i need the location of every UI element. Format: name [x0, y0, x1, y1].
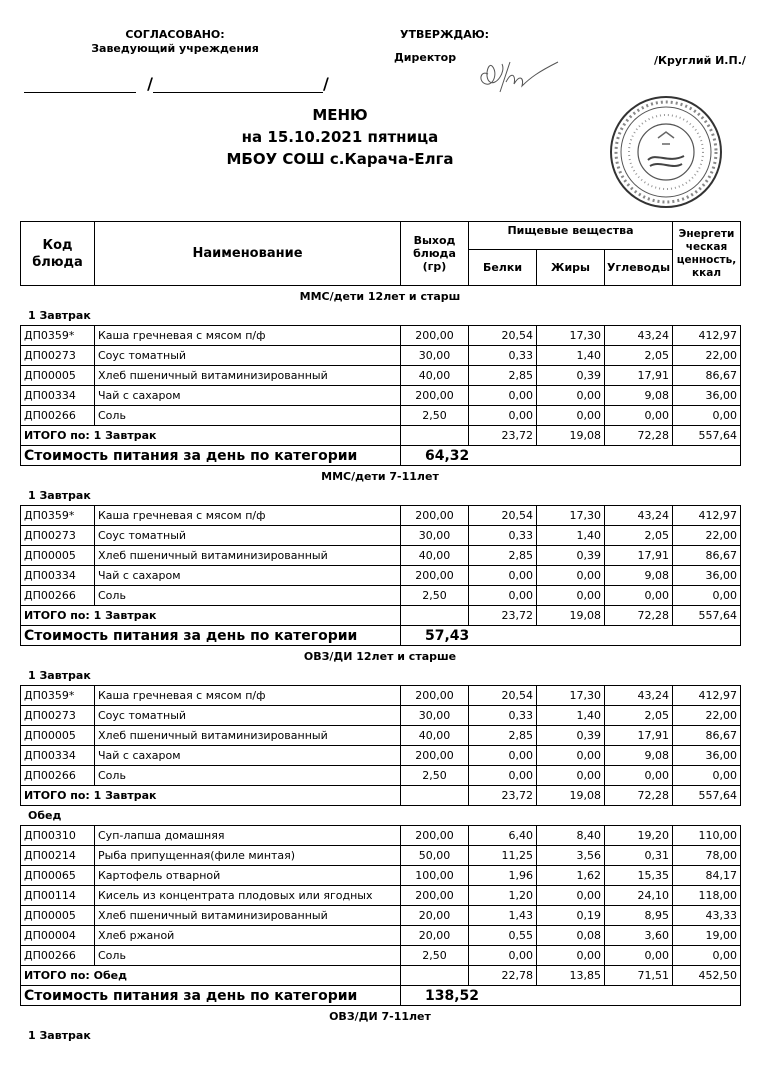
- dish-carbs: 9,08: [605, 746, 673, 766]
- table-row: [21, 866, 741, 886]
- total-yield: [401, 426, 469, 446]
- dish-carbs: 24,10: [605, 886, 673, 906]
- cost-row: [21, 986, 741, 1006]
- dish-energy: 86,67: [673, 366, 741, 386]
- dish-energy: 0,00: [673, 766, 741, 786]
- total-fat: 19,08: [537, 606, 605, 626]
- total-fat: 19,08: [537, 426, 605, 446]
- dish-protein: 20,54: [469, 506, 537, 526]
- dish-energy: 412,97: [673, 506, 741, 526]
- director-label: Директор: [394, 51, 457, 64]
- dish-name: Каша гречневая с мясом п/ф: [95, 686, 401, 706]
- total-carbs: 71,51: [605, 966, 673, 986]
- dish-protein: 0,33: [469, 706, 537, 726]
- meal-title: Обед: [28, 809, 62, 822]
- dish-code: ДП00310: [21, 826, 95, 846]
- dish-carbs: 8,95: [605, 906, 673, 926]
- menu-table: [20, 325, 741, 466]
- dish-protein: 6,40: [469, 826, 537, 846]
- dish-fat: 0,08: [537, 926, 605, 946]
- total-protein: 23,72: [469, 786, 537, 806]
- dish-name: Каша гречневая с мясом п/ф: [95, 506, 401, 526]
- dish-carbs: 19,20: [605, 826, 673, 846]
- dish-energy: 36,00: [673, 386, 741, 406]
- dish-fat: 0,00: [537, 406, 605, 426]
- slash: /: [322, 74, 329, 93]
- header-yield: Выход блюда (гр): [401, 222, 469, 286]
- dish-protein: 0,55: [469, 926, 537, 946]
- dish-name: Хлеб пшеничный витаминизированный: [95, 726, 401, 746]
- dish-protein: 0,00: [469, 566, 537, 586]
- cost-value: 57,43: [401, 626, 741, 646]
- dish-yield: 200,00: [401, 326, 469, 346]
- dish-energy: 19,00: [673, 926, 741, 946]
- total-carbs: 72,28: [605, 786, 673, 806]
- dish-energy: 22,00: [673, 346, 741, 366]
- cost-row: [21, 446, 741, 466]
- meal-title: 1 Завтрак: [28, 1029, 91, 1042]
- dish-energy: 86,67: [673, 546, 741, 566]
- category-title: ОВЗ/ДИ 12лет и старше: [303, 650, 457, 663]
- total-yield: [401, 786, 469, 806]
- menu-table: [20, 685, 741, 806]
- dish-name: Картофель отварной: [95, 866, 401, 886]
- menu-table: [20, 825, 741, 1006]
- table-row: [21, 946, 741, 966]
- dish-energy: 110,00: [673, 826, 741, 846]
- dish-protein: 1,43: [469, 906, 537, 926]
- header-nutrients: Пищевые вещества: [469, 222, 673, 250]
- dish-carbs: 9,08: [605, 566, 673, 586]
- dish-fat: 0,00: [537, 386, 605, 406]
- dish-energy: 43,33: [673, 906, 741, 926]
- dish-carbs: 0,00: [605, 406, 673, 426]
- dish-code: ДП00005: [21, 726, 95, 746]
- dish-energy: 22,00: [673, 526, 741, 546]
- dish-protein: 0,00: [469, 386, 537, 406]
- category-title: ОВЗ/ДИ 7-11лет: [329, 1010, 431, 1023]
- dish-carbs: 0,00: [605, 586, 673, 606]
- dish-energy: 0,00: [673, 946, 741, 966]
- dish-carbs: 15,35: [605, 866, 673, 886]
- dish-carbs: 43,24: [605, 686, 673, 706]
- dish-energy: 22,00: [673, 706, 741, 726]
- table-row: [21, 826, 741, 846]
- menu-title-block: [180, 104, 500, 170]
- dish-carbs: 2,05: [605, 346, 673, 366]
- dish-code: ДП00273: [21, 526, 95, 546]
- dish-code: ДП00273: [21, 706, 95, 726]
- dish-code: ДП0359*: [21, 326, 95, 346]
- dish-carbs: 17,91: [605, 546, 673, 566]
- dish-name: Соль: [95, 406, 401, 426]
- category-title: ММС/дети 12лет и старш: [299, 290, 461, 303]
- dish-fat: 1,62: [537, 866, 605, 886]
- dish-fat: 17,30: [537, 686, 605, 706]
- dish-energy: 0,00: [673, 586, 741, 606]
- cost-label: Стоимость питания за день по категории: [21, 626, 401, 646]
- dish-protein: 0,00: [469, 746, 537, 766]
- table-row: [21, 766, 741, 786]
- dish-name: Чай с сахаром: [95, 386, 401, 406]
- dish-carbs: 17,91: [605, 366, 673, 386]
- dish-protein: 0,00: [469, 406, 537, 426]
- table-row: [21, 366, 741, 386]
- dish-fat: 0,39: [537, 726, 605, 746]
- total-protein: 22,78: [469, 966, 537, 986]
- total-label: ИТОГО по: 1 Завтрак: [21, 426, 401, 446]
- approved-title: СОГЛАСОВАНО:: [125, 28, 225, 41]
- dish-name: Хлеб пшеничный витаминизированный: [95, 906, 401, 926]
- dish-name: Чай с сахаром: [95, 746, 401, 766]
- header-fat: Жиры: [537, 250, 605, 286]
- menu-date: на 15.10.2021 пятница: [241, 128, 439, 146]
- meal-title: 1 Завтрак: [28, 489, 91, 502]
- total-carbs: 72,28: [605, 426, 673, 446]
- dish-name: Соль: [95, 586, 401, 606]
- dish-code: ДП00266: [21, 766, 95, 786]
- dish-fat: 3,56: [537, 846, 605, 866]
- dish-fat: 1,40: [537, 526, 605, 546]
- dish-name: Рыба припущенная(филе минтая): [95, 846, 401, 866]
- table-row: [21, 886, 741, 906]
- dish-energy: 412,97: [673, 326, 741, 346]
- menu-table: [20, 505, 741, 646]
- dish-yield: 2,50: [401, 586, 469, 606]
- dish-carbs: 43,24: [605, 506, 673, 526]
- dish-carbs: 2,05: [605, 526, 673, 546]
- dish-carbs: 0,31: [605, 846, 673, 866]
- dish-code: ДП00114: [21, 886, 95, 906]
- approved-block: [60, 28, 290, 56]
- dish-fat: 0,19: [537, 906, 605, 926]
- dish-fat: 0,00: [537, 586, 605, 606]
- dish-carbs: 0,00: [605, 946, 673, 966]
- dish-yield: 50,00: [401, 846, 469, 866]
- dish-protein: 0,33: [469, 346, 537, 366]
- dish-yield: 30,00: [401, 706, 469, 726]
- dish-name: Хлеб пшеничный витаминизированный: [95, 366, 401, 386]
- dish-protein: 0,00: [469, 766, 537, 786]
- table-row: [21, 546, 741, 566]
- dish-code: ДП00273: [21, 346, 95, 366]
- header-energy: Энергети ческая ценность, ккал: [673, 222, 741, 286]
- total-energy: 557,64: [673, 426, 741, 446]
- dish-yield: 200,00: [401, 566, 469, 586]
- dish-yield: 200,00: [401, 506, 469, 526]
- dish-fat: 17,30: [537, 506, 605, 526]
- table-row: [21, 346, 741, 366]
- school-name: МБОУ СОШ с.Карача-Елга: [226, 150, 454, 168]
- dish-code: ДП00334: [21, 566, 95, 586]
- dish-code: ДП00005: [21, 906, 95, 926]
- dish-yield: 100,00: [401, 866, 469, 886]
- table-row: [21, 326, 741, 346]
- dish-protein: 2,85: [469, 546, 537, 566]
- dish-yield: 200,00: [401, 886, 469, 906]
- dish-name: Соль: [95, 766, 401, 786]
- table-row: [21, 566, 741, 586]
- dish-energy: 36,00: [673, 566, 741, 586]
- dish-name: Соль: [95, 946, 401, 966]
- total-row: [21, 426, 741, 446]
- dish-yield: 2,50: [401, 406, 469, 426]
- dish-protein: 1,20: [469, 886, 537, 906]
- dish-protein: 1,96: [469, 866, 537, 886]
- dish-fat: 0,39: [537, 366, 605, 386]
- table-row: [21, 746, 741, 766]
- dish-fat: 1,40: [537, 706, 605, 726]
- meal-title: 1 Завтрак: [28, 669, 91, 682]
- header-carbs: Углеводы: [605, 250, 673, 286]
- name-blank: [153, 76, 323, 93]
- total-energy: 452,50: [673, 966, 741, 986]
- total-label: ИТОГО по: Обед: [21, 966, 401, 986]
- dish-carbs: 3,60: [605, 926, 673, 946]
- table-row: [21, 926, 741, 946]
- dish-yield: 2,50: [401, 946, 469, 966]
- dish-protein: 2,85: [469, 726, 537, 746]
- dish-yield: 20,00: [401, 906, 469, 926]
- dish-protein: 20,54: [469, 686, 537, 706]
- dish-energy: 84,17: [673, 866, 741, 886]
- dish-protein: 2,85: [469, 366, 537, 386]
- total-carbs: 72,28: [605, 606, 673, 626]
- dish-fat: 0,39: [537, 546, 605, 566]
- dish-fat: 0,00: [537, 566, 605, 586]
- category-title: ММС/дети 7-11лет: [321, 470, 439, 483]
- total-fat: 13,85: [537, 966, 605, 986]
- dish-yield: 200,00: [401, 386, 469, 406]
- confirm-title: УТВЕРЖДАЮ:: [400, 28, 490, 41]
- table-row: [21, 686, 741, 706]
- meal-title: 1 Завтрак: [28, 309, 91, 322]
- dish-carbs: 0,00: [605, 766, 673, 786]
- signature-blank: [24, 76, 136, 93]
- total-row: [21, 786, 741, 806]
- total-row: [21, 606, 741, 626]
- dish-name: Соус томатный: [95, 346, 401, 366]
- dish-energy: 86,67: [673, 726, 741, 746]
- cost-row: [21, 626, 741, 646]
- dish-protein: 0,00: [469, 586, 537, 606]
- menu-title: МЕНЮ: [312, 106, 368, 124]
- dish-name: Соус томатный: [95, 706, 401, 726]
- dish-energy: 118,00: [673, 886, 741, 906]
- total-protein: 23,72: [469, 426, 537, 446]
- total-row: [21, 966, 741, 986]
- total-yield: [401, 606, 469, 626]
- dish-code: ДП00334: [21, 746, 95, 766]
- approved-role: Заведующий учреждения: [91, 42, 259, 55]
- dish-code: ДП00266: [21, 946, 95, 966]
- dish-code: ДП00266: [21, 586, 95, 606]
- dish-fat: 0,00: [537, 766, 605, 786]
- dish-code: ДП0359*: [21, 686, 95, 706]
- table-row: [21, 846, 741, 866]
- header-name: Наименование: [95, 222, 401, 286]
- dish-yield: 200,00: [401, 826, 469, 846]
- dish-name: Суп-лапша домашняя: [95, 826, 401, 846]
- slash: /: [147, 74, 153, 93]
- total-label: ИТОГО по: 1 Завтрак: [21, 786, 401, 806]
- dish-energy: 36,00: [673, 746, 741, 766]
- table-row: [21, 726, 741, 746]
- dish-name: Кисель из концентрата плодовых или ягодных: [95, 886, 401, 906]
- header-protein: Белки: [469, 250, 537, 286]
- dish-carbs: 43,24: [605, 326, 673, 346]
- cost-value: 64,32: [401, 446, 741, 466]
- dish-code: ДП00065: [21, 866, 95, 886]
- cost-label: Стоимость питания за день по категории: [21, 446, 401, 466]
- dish-code: ДП00004: [21, 926, 95, 946]
- dish-code: ДП00334: [21, 386, 95, 406]
- dish-yield: 20,00: [401, 926, 469, 946]
- total-fat: 19,08: [537, 786, 605, 806]
- dish-protein: 20,54: [469, 326, 537, 346]
- table-row: [21, 406, 741, 426]
- dish-energy: 78,00: [673, 846, 741, 866]
- dish-fat: 0,00: [537, 746, 605, 766]
- total-yield: [401, 966, 469, 986]
- dish-code: ДП00005: [21, 366, 95, 386]
- dish-energy: 412,97: [673, 686, 741, 706]
- total-energy: 557,64: [673, 786, 741, 806]
- dish-carbs: 9,08: [605, 386, 673, 406]
- table-row: [21, 706, 741, 726]
- dish-fat: 8,40: [537, 826, 605, 846]
- dish-yield: 40,00: [401, 366, 469, 386]
- dish-yield: 40,00: [401, 546, 469, 566]
- dish-protein: 0,00: [469, 946, 537, 966]
- signature-line: [24, 74, 329, 93]
- director-name: /Круглий И.П./: [654, 54, 746, 67]
- dish-protein: 0,33: [469, 526, 537, 546]
- dish-energy: 0,00: [673, 406, 741, 426]
- table-row: [21, 586, 741, 606]
- cost-value: 138,52: [401, 986, 741, 1006]
- cost-label: Стоимость питания за день по категории: [21, 986, 401, 1006]
- official-stamp-icon: [608, 94, 724, 210]
- dish-name: Каша гречневая с мясом п/ф: [95, 326, 401, 346]
- dish-fat: 1,40: [537, 346, 605, 366]
- table-row: [21, 386, 741, 406]
- dish-code: ДП00214: [21, 846, 95, 866]
- dish-fat: 0,00: [537, 886, 605, 906]
- dish-carbs: 2,05: [605, 706, 673, 726]
- dish-name: Соус томатный: [95, 526, 401, 546]
- dish-name: Хлеб пшеничный витаминизированный: [95, 546, 401, 566]
- dish-code: ДП00005: [21, 546, 95, 566]
- dish-yield: 30,00: [401, 526, 469, 546]
- signature-icon: [476, 52, 566, 112]
- total-energy: 557,64: [673, 606, 741, 626]
- header-code: Код блюда: [21, 222, 95, 286]
- dish-name: Чай с сахаром: [95, 566, 401, 586]
- dish-fat: 0,00: [537, 946, 605, 966]
- total-label: ИТОГО по: 1 Завтрак: [21, 606, 401, 626]
- dish-yield: 30,00: [401, 346, 469, 366]
- table-row: [21, 526, 741, 546]
- dish-yield: 200,00: [401, 686, 469, 706]
- dish-yield: 2,50: [401, 766, 469, 786]
- dish-name: Хлеб ржаной: [95, 926, 401, 946]
- dish-code: ДП00266: [21, 406, 95, 426]
- dish-yield: 200,00: [401, 746, 469, 766]
- column-header-table: [20, 221, 741, 286]
- dish-yield: 40,00: [401, 726, 469, 746]
- table-row: [21, 506, 741, 526]
- dish-fat: 17,30: [537, 326, 605, 346]
- dish-code: ДП0359*: [21, 506, 95, 526]
- dish-protein: 11,25: [469, 846, 537, 866]
- total-protein: 23,72: [469, 606, 537, 626]
- table-row: [21, 906, 741, 926]
- dish-carbs: 17,91: [605, 726, 673, 746]
